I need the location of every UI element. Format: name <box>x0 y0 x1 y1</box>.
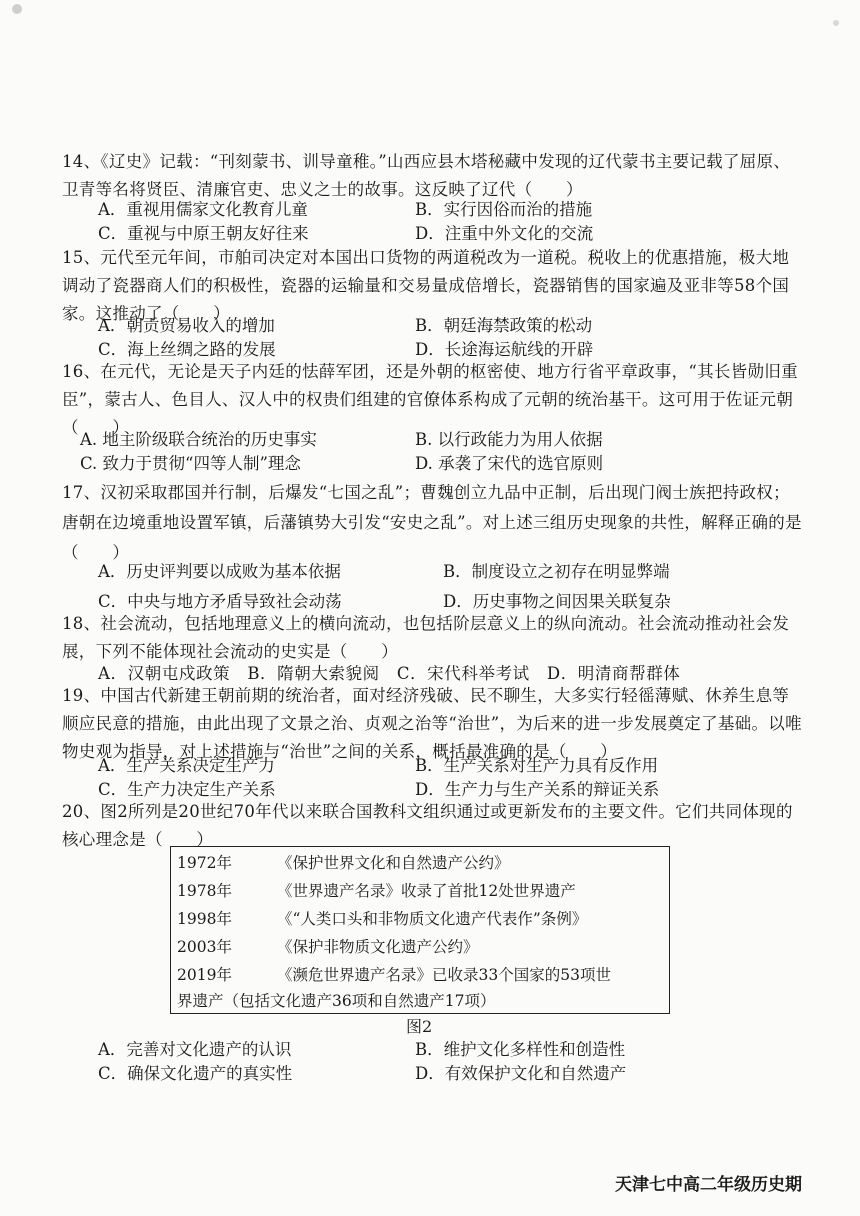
figure-row <box>177 907 587 929</box>
figure-year: 2019年 <box>177 966 232 984</box>
q19-option-a: A．生产关系决定生产力 <box>98 756 275 775</box>
question-19: 19、中国古代新建王朝前期的统治者，面对经济残破、民不聊生，大多实行轻徭薄赋、休养生息等顺应民意的措施，由此出现了文景之治、贞观之治等“治世”，为后来的进一步发展奠定了基础。以唯物史观为指导，对上述措施与“治世”之间的关系，概括最准确的是（ ） <box>62 686 802 761</box>
question-16: 16、在元代，无论是天子内廷的怯薛军团，还是外朝的枢密使、地方行省平章政事，“其长皆勋旧重臣”，蒙古人、色目人、汉人中的权贵们组建的官僚体系构成了元朝的统治基干。这可用于佐证元朝（ ） <box>62 362 798 437</box>
figure-row-continuation: 界遗产（包括文化遗产36项和自然遗产17项） <box>177 992 496 1010</box>
q20-option-c: C．确保文化遗产的真实性 <box>98 1064 293 1083</box>
q20-option-a: A．完善对文化遗产的认识 <box>98 1040 292 1059</box>
figure-row <box>177 963 611 985</box>
scan-speck <box>12 4 22 14</box>
q14-option-c: C．重视与中原王朝友好往来 <box>98 224 309 243</box>
figure-year: 1998年 <box>177 910 232 928</box>
figure-row <box>177 851 510 873</box>
question-18: 18、社会流动，包括地理意义上的横向流动，也包括阶层意义上的纵向流动。社会流动推动社会发展，下列不能体现社会流动的史实是（ ） <box>62 614 790 661</box>
question-17: 17、汉初采取郡国并行制，后爆发“七国之乱”；曹魏创立九品中正制，后出现门阀士族把持政权；唐朝在边境重地设置军镇，后藩镇势大引发“安史之乱”。对上述三组历史现象的共性，解释正确的是（ ） <box>62 483 802 562</box>
q16-option-c: C. 致力于贯彻“四等人制”理念 <box>80 454 301 473</box>
q18-options: A．汉朝屯戍政策 B．隋朝大索貌阅 C．宋代科举考试 D．明清商帮群体 <box>98 664 681 683</box>
figure-entry: 《“人类口头和非物质文化遗产代表作”条例》 <box>277 910 588 928</box>
question-15: 15、元代至元年间，市舶司决定对本国出口货物的两道税改为一道税。税收上的优惠措施，极大地调动了瓷器商人们的积极性，瓷器的运输量和交易量成倍增长，瓷器销售的国家遍及亚非等58个国家。这推动了（ ） <box>62 248 790 323</box>
figure-row <box>177 879 576 901</box>
q17-option-b: B．制度设立之初存在明显弊端 <box>443 562 670 581</box>
question-14: 14、《辽史》记载：“刊刻蒙书、训导童稚。”山西应县木塔秘藏中发现的辽代蒙书主要记载了屈原、卫青等名将贤臣、清廉官吏、忠义之士的故事。这反映了辽代（ ） <box>62 152 791 199</box>
q19-option-b: B．生产关系对生产力具有反作用 <box>415 756 659 775</box>
figure-entry: 《濒危世界遗产名录》已收录33个国家的53项世 <box>277 966 611 984</box>
figure-year: 1978年 <box>177 882 232 900</box>
figure-row <box>177 935 479 957</box>
q17-option-a: A．历史评判要以成败为基本依据 <box>98 562 341 581</box>
q19-option-c: C．生产力决定生产关系 <box>98 780 276 799</box>
q14-option-a: A．重视用儒家文化教育儿童 <box>98 200 308 219</box>
page-footer: 天津七中高二年级历史期 <box>615 1175 802 1195</box>
q15-option-a: A．朝贡贸易收入的增加 <box>98 316 275 335</box>
figure-entry: 《世界遗产名录》收录了首批12处世界遗产 <box>277 882 576 900</box>
q16-option-a: A. 地主阶级联合统治的历史事实 <box>80 430 317 449</box>
question-20: 20、图2所列是20世纪70年代以来联合国教科文组织通过或更新发布的主要文件。它们共同体现的核心理念是（ ） <box>62 802 793 849</box>
q20-option-b: B．维护文化多样性和创造性 <box>415 1040 626 1059</box>
figure-entry: 《保护世界文化和自然遗产公约》 <box>277 854 510 872</box>
scan-speck <box>833 20 839 26</box>
q17-option-d: D．历史事物之间因果关联复杂 <box>443 592 671 611</box>
q16-option-b: B. 以行政能力为用人依据 <box>415 430 603 449</box>
q15-option-b: B．朝廷海禁政策的松动 <box>415 316 593 335</box>
q15-option-d: D．长途海运航线的开辟 <box>415 340 594 359</box>
figure-year: 2003年 <box>177 938 232 956</box>
q16-option-d: D. 承袭了宋代的选官原则 <box>415 454 604 473</box>
q17-option-c: C．中央与地方矛盾导致社会动荡 <box>98 592 342 611</box>
q19-option-d: D．生产力与生产关系的辩证关系 <box>415 780 660 799</box>
q15-option-c: C．海上丝绸之路的发展 <box>98 340 276 359</box>
q14-option-d: D．注重中外文化的交流 <box>415 224 594 243</box>
figure-2-table <box>170 846 670 1014</box>
figure-caption: 图2 <box>406 1017 433 1036</box>
q20-option-d: D．有效保护文化和自然遗产 <box>415 1064 627 1083</box>
figure-entry: 《保护非物质文化遗产公约》 <box>277 938 479 956</box>
figure-year: 1972年 <box>177 854 232 872</box>
q14-option-b: B．实行因俗而治的措施 <box>415 200 593 219</box>
